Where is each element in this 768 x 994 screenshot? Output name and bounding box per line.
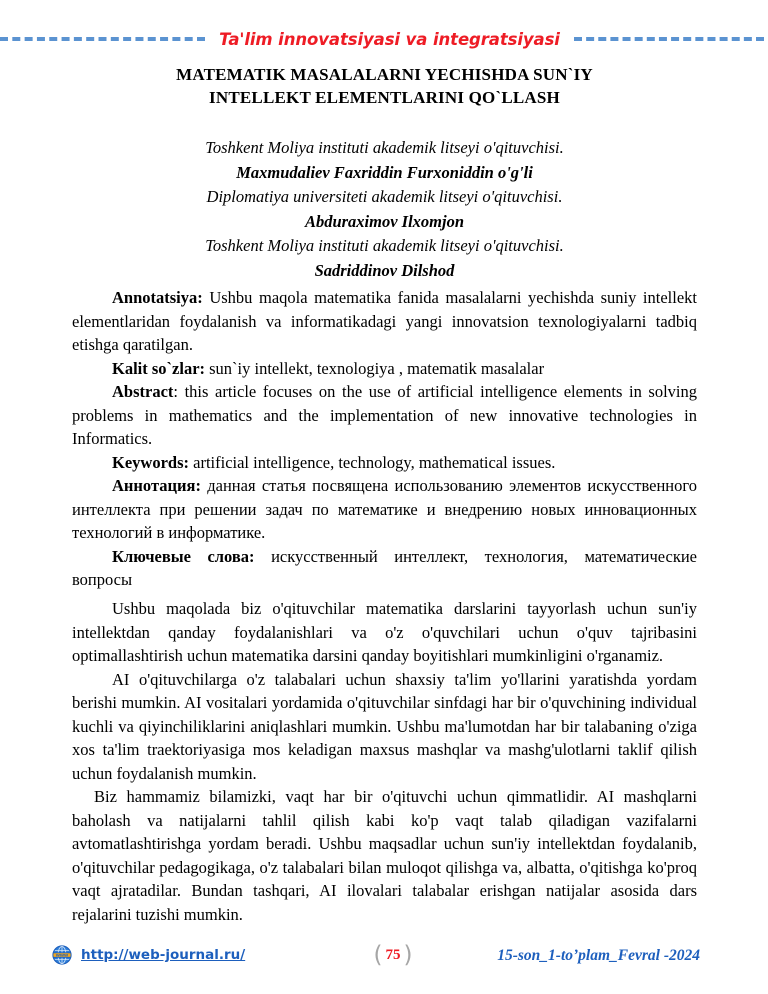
bracket-right: ) (403, 942, 413, 968)
abstract-block (72, 286, 697, 592)
keywords-ru-label: Ключевые слова: (112, 546, 255, 566)
abstract-ru-text: данная статья посвящена использованию элементов искусственного интеллекта при решении задач по математике и внедрению новых инновационных технологий в информатике. (72, 476, 697, 542)
abstract-ru (72, 474, 697, 545)
bracket-left: ( (373, 942, 383, 968)
header-rule-left (0, 37, 205, 41)
page-number-value: 75 (385, 947, 401, 963)
abstract-uz (72, 286, 697, 357)
header-rule-right (574, 37, 764, 41)
keywords-en-label: Keywords: (112, 452, 189, 472)
journal-title: Ta'lim innovatsiyasi va integratsiyasi (219, 29, 560, 49)
globe-www-icon (51, 944, 73, 966)
keywords-en (72, 451, 697, 475)
keywords-uz (72, 357, 697, 381)
abstract-uz-label: Annotatsiya: (112, 288, 203, 307)
body-paragraph: AI o'qituvchilarga o'z talabalari uchun shaxsiy ta'lim yo'llarini yaratishda yordam berishi mumkin. AI vositalari yordamida o'qituvchilar sinfdagi har bir o'quvchining individual kuchli va qiyinchiliklarini aniqlashlari mumkin. Ushbu ma'lumotdan har bir talabaning o'ziga xos ta'lim traektoriyasiga mos keladigan maxsus mashqlar va mashg'ulotlarni taklif qilish uchun foydalanish mumkin. (72, 669, 697, 783)
journal-website-link[interactable] (51, 944, 245, 966)
page-header (0, 26, 768, 52)
body-text (72, 597, 697, 926)
abstract-ru-label: Аннотация: (112, 476, 201, 495)
author-affiliation: Diplomatiya universiteti akademik litseyi o'qituvchisi. (206, 187, 563, 206)
article-title-line-2: INTELLEKT ELEMENTLARINI QO`LLASH (209, 88, 560, 107)
abstract-en-label: Abstract (112, 382, 174, 401)
article-title (72, 63, 697, 109)
abstract-en-text: : this article focuses on the use of artificial intelligence elements in solving problems in mathematics and the implementation of new innovative technologies in Informatics. (72, 382, 697, 448)
issue-label: 15-son_1-to’plam_Fevral -2024 (497, 947, 700, 964)
keywords-uz-text: sun`iy intellekt, texnologiya , matematik masalalar (205, 358, 545, 378)
keywords-en-text: artificial intelligence, technology, mathematical issues. (189, 452, 556, 472)
page-footer (0, 940, 768, 980)
keywords-uz-label: Kalit so`zlar: (112, 358, 206, 378)
author-affiliation: Toshkent Moliya instituti akademik litseyi o'qituvchisi. (205, 236, 564, 255)
keywords-ru (72, 545, 697, 592)
body-paragraph: Biz hammamiz bilamizki, vaqt har bir o'qituvchi uchun qimmatlidir. AI mashqlarni baholash va natijalarni tahlil qilish kabi ko'p vaqt talab qiladigan vazifalarni avtomatlashtirishga yordam beradi. Ushbu maqsadlar uchun sun'iy intellektdan foydalanib, o'qituvchilar pedagogikaga, o'z talabalari bilan muloqot qilishga va, albatta, o'qitishga ko'proq vaqt ajratadilar. Bundan tashqari, AI ilovalari talabalar erishgan natijalar asosida dars rejalarini tuzishi mumkin. (72, 787, 697, 924)
article-title-line-1: MATEMATIK MASALALARNI YECHISHDA SUN`IY (176, 65, 593, 84)
body-paragraph: Ushbu maqolada biz o'qituvchilar matematika darslarini tayyorlash uchun sun'iy intellektdan qanday foydalanishlari va o'z o'quvchilari uchun o'quv tajribasini optimallashtirish uchun matematika darsini qanday boyitishlari mumkinligini o'rganamiz. (72, 599, 697, 665)
keywords-ru-text: искусственный интеллект, технология, математические вопросы (72, 546, 697, 589)
page-number (358, 940, 428, 973)
author-name: Maxmudaliev Faxriddin Furxoniddin o'g'li (236, 162, 533, 182)
author-block (72, 136, 697, 283)
abstract-en (72, 380, 697, 451)
author-name: Abduraximov Ilxomjon (304, 211, 465, 231)
svg-text:WWW: WWW (55, 953, 69, 958)
journal-website-url[interactable]: http://web-journal.ru/ (81, 947, 246, 963)
author-affiliation: Toshkent Moliya instituti akademik litseyi o'qituvchisi. (205, 138, 564, 157)
abstract-uz-text: Ushbu maqola matematika fanida masalalarni yechishda suniy intellekt elementlaridan foydalanish va informatikadagi yangi innovatsion texnologiyalarni tadbiq etishga qaratilgan. (72, 288, 697, 354)
author-name: Sadriddinov Dilshod (314, 260, 455, 280)
